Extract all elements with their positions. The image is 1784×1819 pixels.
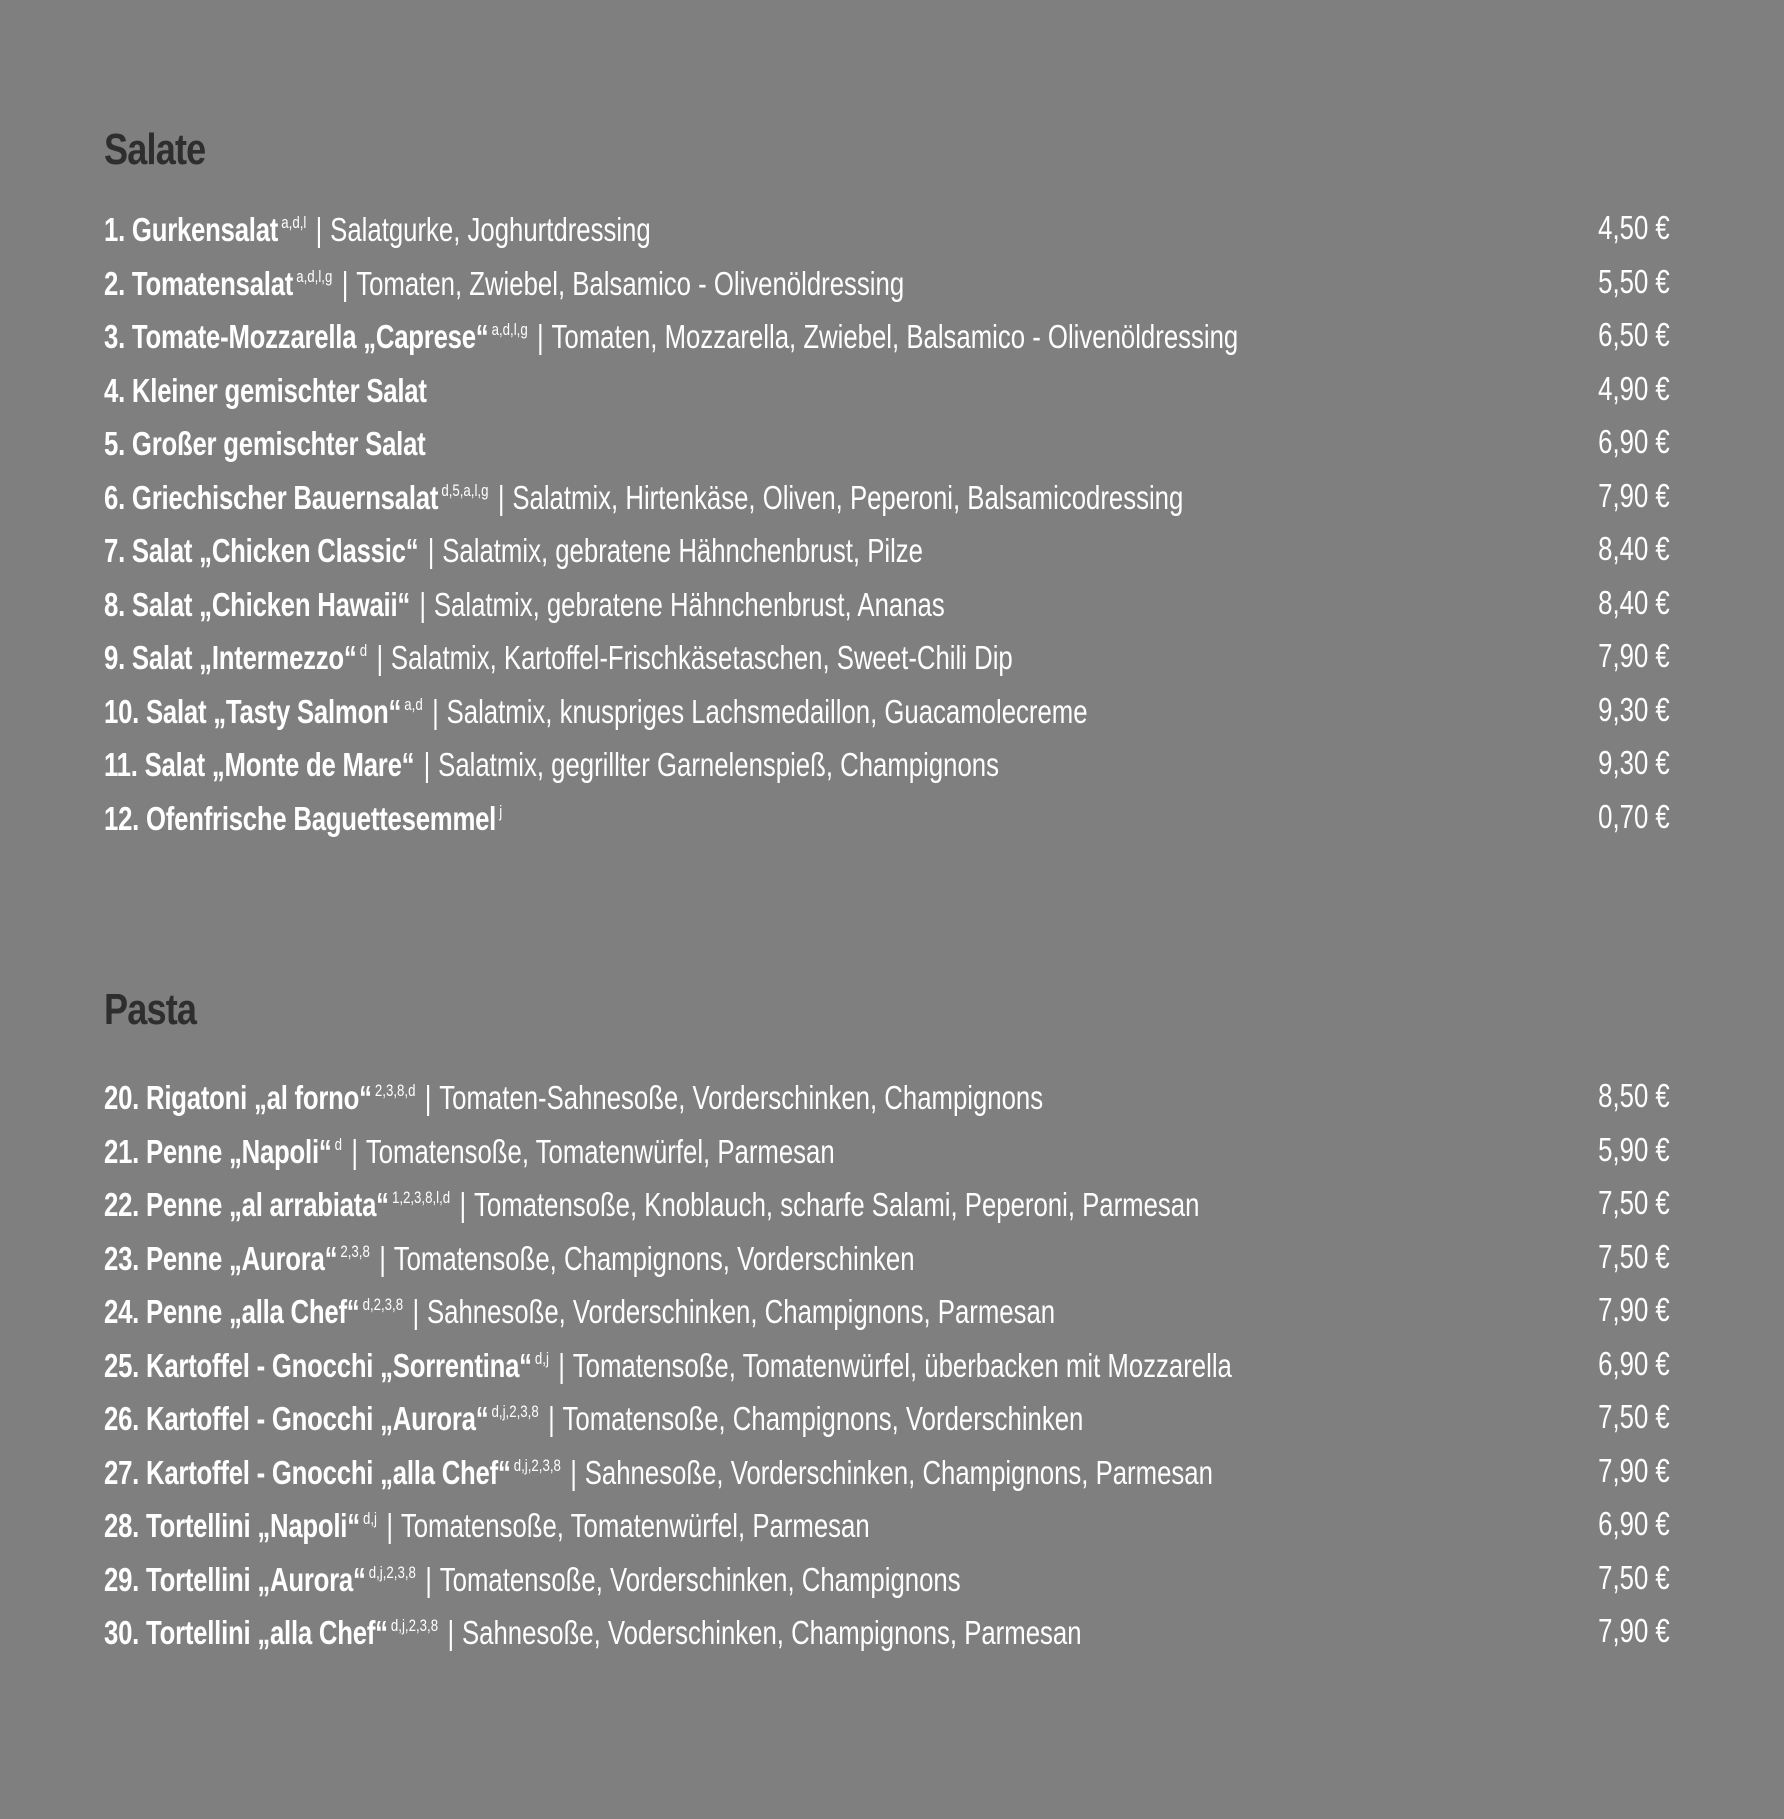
- dish-price: 7,90 €: [1598, 637, 1670, 674]
- separator: |: [424, 1079, 432, 1116]
- item-text: [104, 203, 651, 257]
- dish-price: 6,90 €: [1598, 1505, 1670, 1542]
- allergen-codes: d,2,3,8: [362, 1295, 404, 1314]
- dish-name: 20. Rigatoni „al forno“: [104, 1079, 372, 1116]
- dish-description: Salatmix, gebratene Hähnchenbrust, Ananas: [433, 585, 945, 623]
- dish-price: 7,50 €: [1598, 1398, 1670, 1435]
- dish-name: 6. Griechischer Bauernsalat: [104, 478, 439, 516]
- dish-price: 8,50 €: [1598, 1077, 1670, 1114]
- dish-price: 7,90 €: [1598, 1451, 1670, 1489]
- separator: |: [315, 211, 323, 248]
- dish-description: Salatgurke, Joghurtdressing: [330, 211, 651, 248]
- dish-price: 6,50 €: [1598, 316, 1670, 353]
- dish-name: 2. Tomatensalat: [104, 264, 294, 302]
- item-text: [104, 1232, 915, 1286]
- dish-description: Salatmix, knuspriges Lachsmedaillon, Guacamolecreme: [446, 692, 1088, 730]
- dish-name: 21. Penne „Napoli“: [104, 1132, 332, 1170]
- item-text: [104, 417, 426, 471]
- dish-description: Tomatensoße, Tomatenwürfel, Parmesan: [400, 1507, 870, 1544]
- item-text: [104, 471, 1183, 525]
- item-text: [104, 685, 1088, 739]
- dish-name: 24. Penne „alla Chef“: [104, 1293, 360, 1330]
- separator: |: [386, 1507, 394, 1544]
- allergen-codes: d,j,2,3,8: [491, 1402, 539, 1421]
- allergen-codes: 2,3,8,d: [374, 1081, 416, 1100]
- pasta-list: [104, 1071, 1670, 1660]
- item-text: [104, 1446, 1213, 1500]
- allergen-codes: d: [334, 1134, 343, 1154]
- allergen-codes: 2,3,8: [340, 1241, 370, 1261]
- dish-price: 0,70 €: [1598, 797, 1670, 835]
- item-text: [104, 1392, 1083, 1446]
- allergen-codes: d,j,2,3,8: [368, 1562, 416, 1582]
- separator: |: [558, 1346, 565, 1384]
- dish-name: 9. Salat „Intermezzo“: [104, 639, 357, 676]
- dish-description: Sahnesoße, Voderschinken, Champignons, Parmesan: [461, 1614, 1082, 1651]
- dish-price: 7,50 €: [1598, 1558, 1670, 1596]
- dish-description: Tomaten, Zwiebel, Balsamico - Olivenöldressing: [356, 264, 905, 302]
- menu-item: [104, 1446, 1670, 1500]
- dish-description: Salatmix, gebratene Hähnchenbrust, Pilze: [442, 532, 923, 569]
- dish-description: Salatmix, Kartoffel-Frischkäsetaschen, Sweet-Chili Dip: [390, 639, 1013, 676]
- dish-name: 25. Kartoffel - Gnocchi „Sorrentina“: [104, 1346, 532, 1384]
- menu-item: [104, 364, 1670, 418]
- dish-name: 10. Salat „Tasty Salmon“: [104, 692, 402, 730]
- dish-name: 7. Salat „Chicken Classic“: [104, 532, 419, 569]
- allergen-codes: 1,2,3,8,l,d: [391, 1188, 451, 1207]
- separator: |: [379, 1239, 386, 1277]
- dish-name: 30. Tortellini „alla Chef“: [104, 1614, 388, 1651]
- section-title-salate: Salate: [104, 125, 206, 174]
- item-text: [104, 1606, 1082, 1660]
- separator: |: [497, 478, 505, 516]
- dish-name: 12. Ofenfrische Baguettesemmel: [104, 799, 497, 837]
- item-text: [104, 1339, 1232, 1393]
- separator: |: [412, 1293, 420, 1330]
- item-text: [104, 1553, 961, 1607]
- dish-price: 4,90 €: [1598, 369, 1670, 407]
- allergen-codes: j: [499, 801, 503, 821]
- dish-name: 22. Penne „al arrabiata“: [104, 1186, 389, 1223]
- dish-name: 8. Salat „Chicken Hawaii“: [104, 585, 411, 623]
- item-text: [104, 1178, 1199, 1232]
- allergen-codes: d,j: [362, 1509, 377, 1528]
- menu-item: [104, 792, 1670, 846]
- menu-item: [104, 738, 1670, 792]
- separator: |: [570, 1453, 577, 1491]
- menu-item: [104, 524, 1670, 578]
- allergen-codes: a,d,l,g: [296, 266, 333, 286]
- item-text: [104, 1499, 870, 1553]
- separator: |: [376, 639, 384, 676]
- menu-item: [104, 1606, 1670, 1660]
- dish-name: 29. Tortellini „Aurora“: [104, 1560, 366, 1598]
- separator: |: [432, 692, 439, 730]
- separator: |: [427, 532, 435, 569]
- dish-name: 11. Salat „Monte de Mare“: [104, 746, 415, 783]
- separator: |: [447, 1614, 455, 1651]
- menu-item: [104, 1392, 1670, 1446]
- dish-description: Tomatensoße, Vorderschinken, Champignons: [439, 1560, 961, 1598]
- dish-name: 1. Gurkensalat: [104, 211, 279, 248]
- allergen-codes: d,j,2,3,8: [513, 1455, 561, 1475]
- item-text: [104, 631, 1013, 685]
- dish-name: 5. Großer gemischter Salat: [104, 425, 426, 462]
- separator: |: [459, 1186, 467, 1223]
- dish-name: 26. Kartoffel - Gnocchi „Aurora“: [104, 1400, 489, 1437]
- menu-item: [104, 631, 1670, 685]
- dish-price: 7,90 €: [1598, 1612, 1670, 1649]
- dish-name: 3. Tomate-Mozzarella „Caprese“: [104, 318, 489, 355]
- allergen-codes: d,5,a,l,g: [441, 480, 489, 500]
- dish-description: Sahnesoße, Vorderschinken, Champignons, Parmesan: [584, 1453, 1213, 1491]
- item-text: [104, 310, 1238, 364]
- item-text: [104, 257, 904, 311]
- dish-description: Tomatensoße, Knoblauch, scharfe Salami, Peperoni, Parmesan: [474, 1186, 1200, 1223]
- dish-price: 7,90 €: [1598, 476, 1670, 514]
- separator: |: [351, 1132, 359, 1170]
- menu-item: [104, 578, 1670, 632]
- dish-description: Tomatensoße, Tomatenwürfel, Parmesan: [365, 1132, 835, 1170]
- dish-price: 6,90 €: [1598, 1344, 1670, 1382]
- menu-item: [104, 1232, 1670, 1286]
- item-text: [104, 578, 945, 632]
- dish-description: Salatmix, Hirtenkäse, Oliven, Peperoni, Balsamicodressing: [512, 478, 1184, 516]
- dish-price: 8,40 €: [1598, 530, 1670, 567]
- dish-description: Tomatensoße, Tomatenwürfel, überbacken mit Mozzarella: [572, 1346, 1232, 1384]
- separator: |: [537, 318, 544, 355]
- dish-price: 7,50 €: [1598, 1237, 1670, 1275]
- dish-description: Tomatensoße, Champignons, Vorderschinken: [562, 1400, 1084, 1437]
- dish-price: 9,30 €: [1598, 744, 1670, 781]
- item-text: [104, 1285, 1055, 1339]
- dish-price: 5,90 €: [1598, 1130, 1670, 1168]
- menu-item: [104, 1071, 1670, 1125]
- dish-price: 7,50 €: [1598, 1184, 1670, 1221]
- menu-item: [104, 417, 1670, 471]
- allergen-codes: d,j: [534, 1348, 549, 1368]
- menu-item: [104, 1553, 1670, 1607]
- dish-name: 28. Tortellini „Napoli“: [104, 1507, 360, 1544]
- section-title-pasta: Pasta: [104, 985, 197, 1034]
- dish-description: Salatmix, gegrillter Garnelenspieß, Champignons: [438, 746, 999, 783]
- item-text: [104, 1125, 835, 1179]
- dish-price: 9,30 €: [1598, 690, 1670, 728]
- menu-item: [104, 1125, 1670, 1179]
- allergen-codes: a,d,l,g: [491, 320, 528, 339]
- menu-item: [104, 471, 1670, 525]
- item-text: [104, 792, 502, 846]
- allergen-codes: d: [359, 641, 368, 660]
- menu-item: [104, 1499, 1670, 1553]
- menu-item: [104, 1285, 1670, 1339]
- item-text: [104, 524, 923, 578]
- dish-price: 7,90 €: [1598, 1291, 1670, 1328]
- dish-price: 6,90 €: [1598, 423, 1670, 460]
- menu-item: [104, 310, 1670, 364]
- menu-item: [104, 257, 1670, 311]
- menu-item: [104, 203, 1670, 257]
- allergen-codes: a,d: [404, 694, 423, 714]
- item-text: [104, 1071, 1043, 1125]
- separator: |: [425, 1560, 432, 1598]
- item-text: [104, 738, 999, 792]
- menu-item: [104, 1339, 1670, 1393]
- item-text: [104, 364, 427, 418]
- allergen-codes: a,d,l: [281, 213, 307, 232]
- separator: |: [419, 585, 427, 623]
- dish-name: 27. Kartoffel - Gnocchi „alla Chef“: [104, 1453, 511, 1491]
- separator: |: [423, 746, 431, 783]
- dish-price: 4,50 €: [1598, 209, 1670, 246]
- menu-item: [104, 1178, 1670, 1232]
- dish-description: Tomatensoße, Champignons, Vorderschinken: [393, 1239, 915, 1277]
- menu-item: [104, 685, 1670, 739]
- dish-description: Sahnesoße, Vorderschinken, Champignons, Parmesan: [426, 1293, 1056, 1330]
- dish-price: 8,40 €: [1598, 583, 1670, 621]
- separator: |: [548, 1400, 555, 1437]
- salate-list: [104, 203, 1670, 845]
- dish-name: 23. Penne „Aurora“: [104, 1239, 338, 1277]
- dish-name: 4. Kleiner gemischter Salat: [104, 371, 427, 409]
- dish-description: Tomaten, Mozzarella, Zwiebel, Balsamico - Olivenöldressing: [551, 318, 1239, 355]
- dish-price: 5,50 €: [1598, 262, 1670, 300]
- dish-description: Tomaten-Sahnesoße, Vorderschinken, Champignons: [439, 1079, 1044, 1116]
- separator: |: [341, 264, 349, 302]
- allergen-codes: d,j,2,3,8: [390, 1616, 439, 1635]
